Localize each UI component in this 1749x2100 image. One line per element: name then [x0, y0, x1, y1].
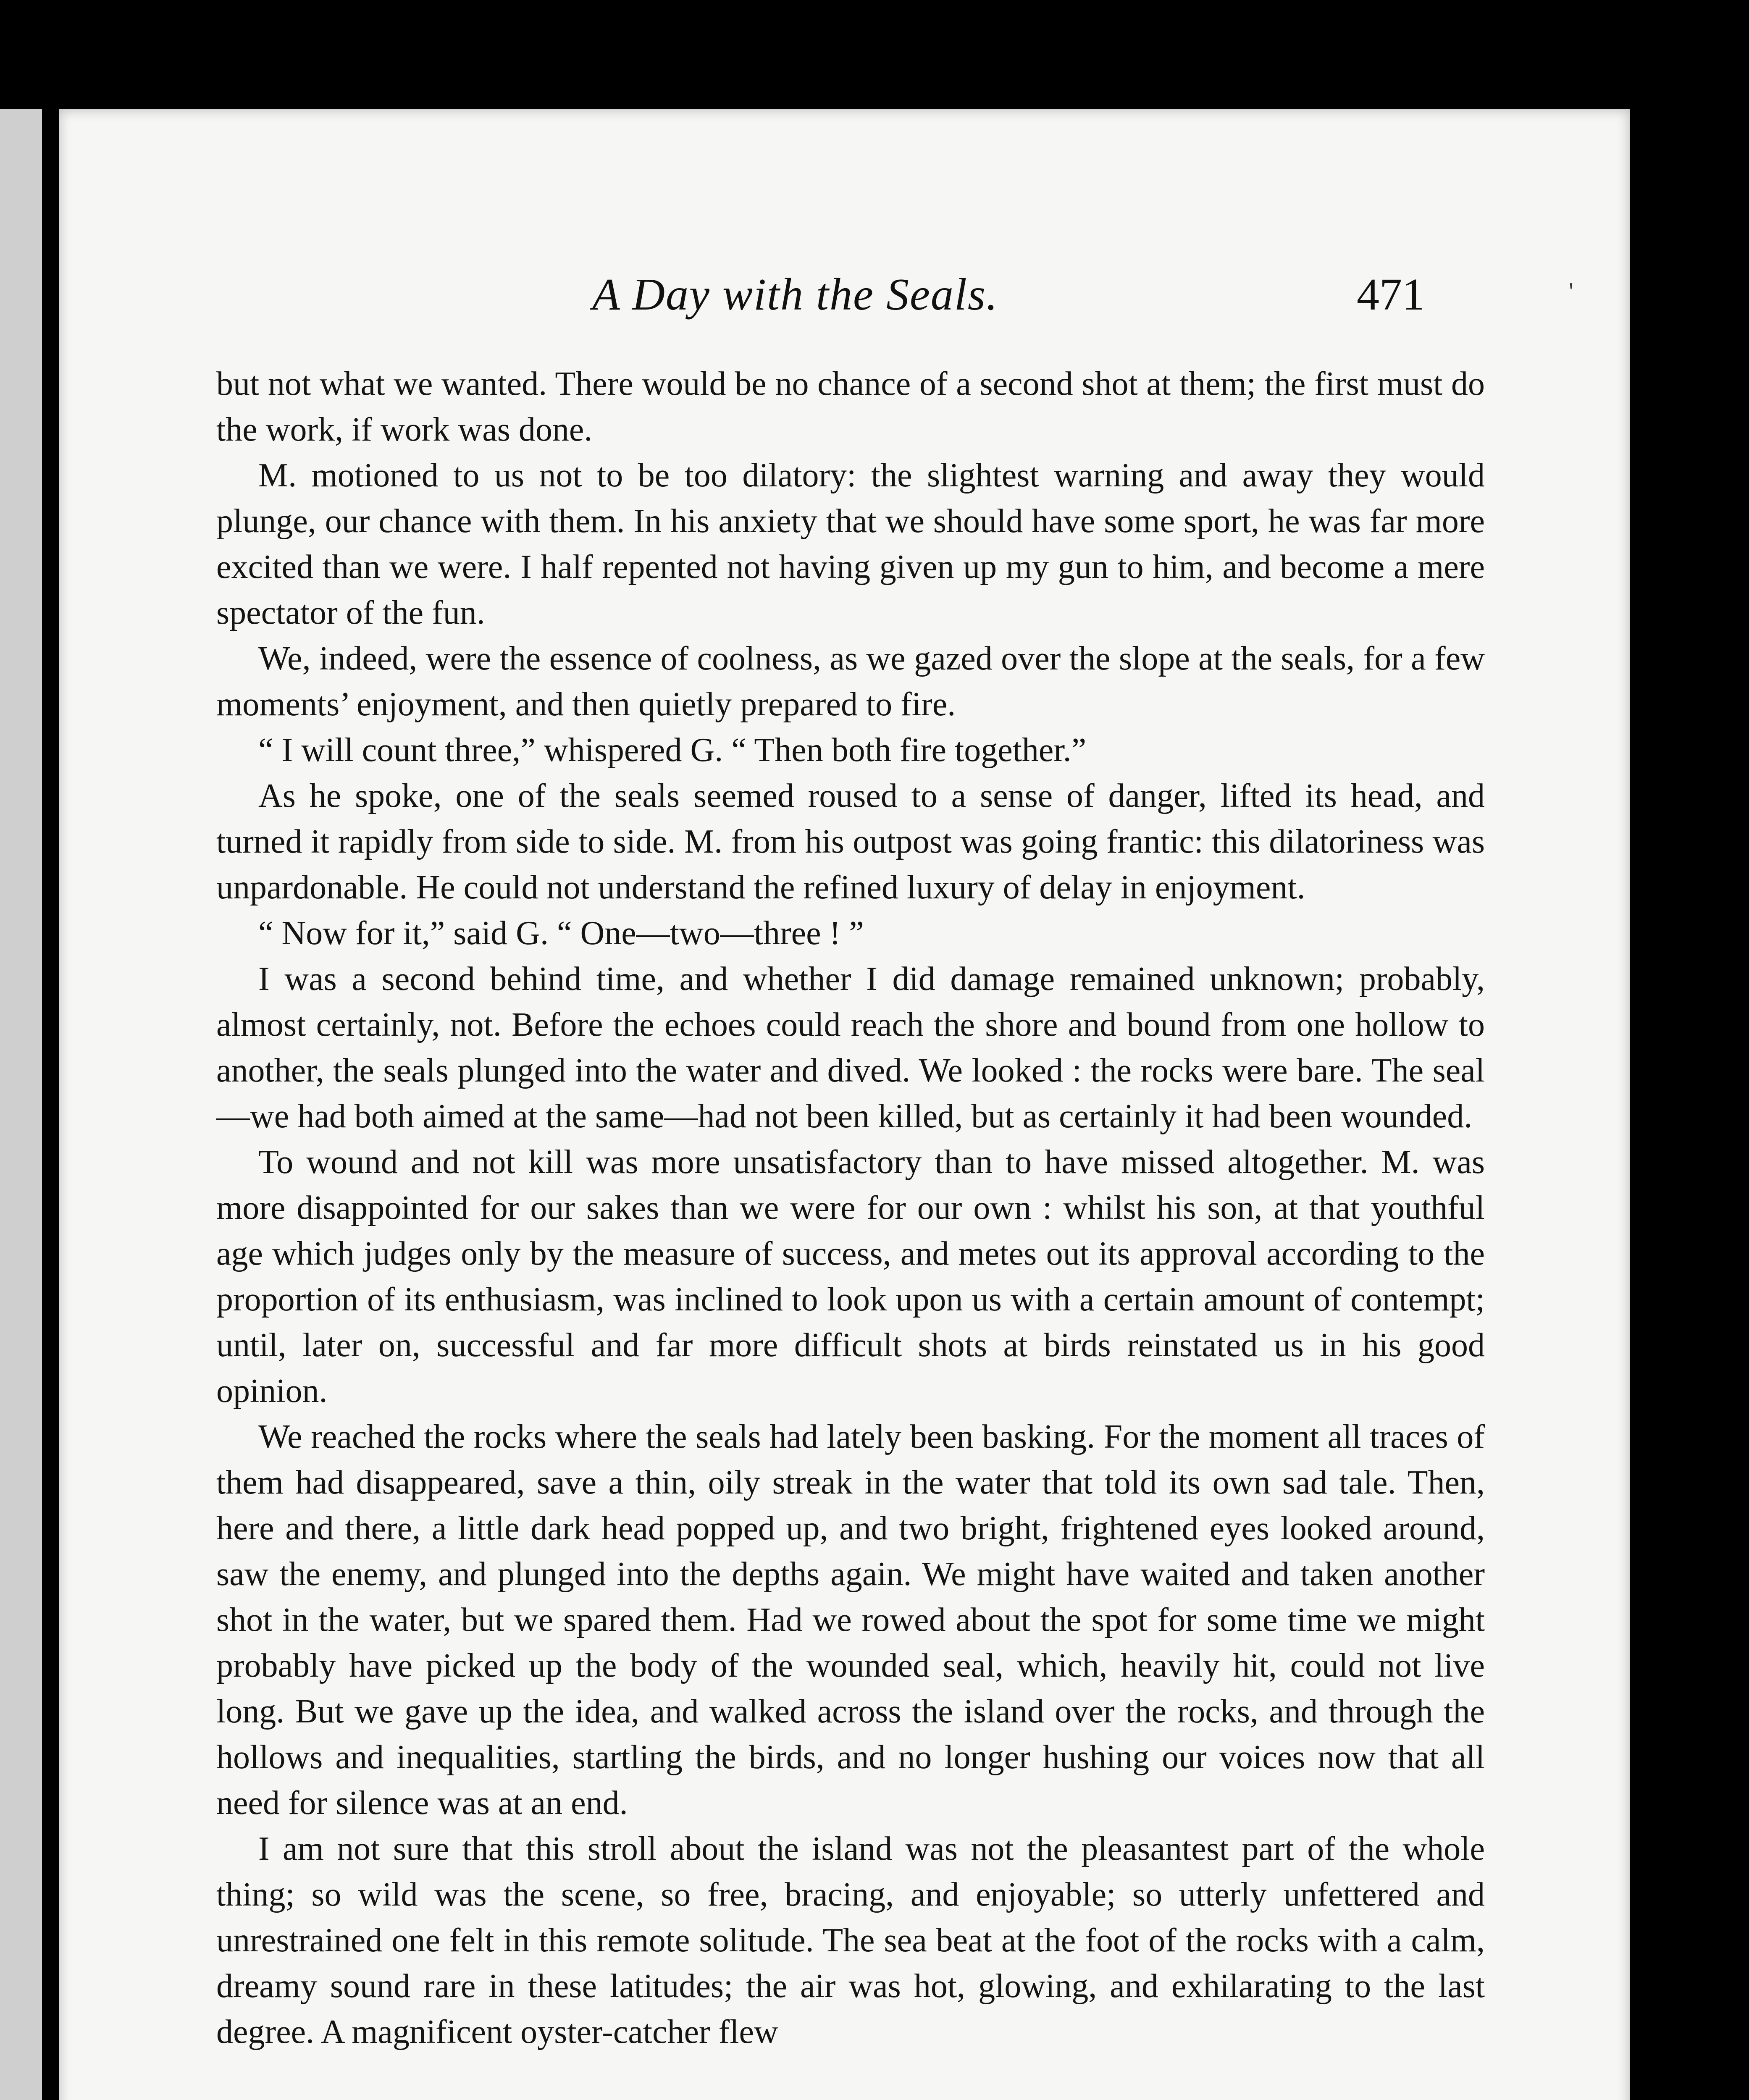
paragraph: but not what we wanted. There would be no chance of a second shot at them; the first must do the work, if work was done.: [216, 365, 1485, 448]
page-number: 471: [1357, 270, 1425, 320]
page-header: [59, 269, 1630, 340]
paragraph: I was a second behind time, and whether I did damage remained unknown; probably, almost certainly, not. Before the echoes could reach the shore and bound from one hollow to another, the seals plunged into the water and dived. We looked : the rocks were bare. The seal—we had both aimed at the same—had not been killed, but as certainly it had been wounded.: [216, 961, 1485, 1135]
paragraph: As he spoke, one of the seals seemed roused to a sense of danger, lifted its head, and turned it rapidly from side to side. M. from his outpost was going frantic: this dilatoriness was unpardonable. He could not understand the refined luxury of delay in enjoyment.: [216, 777, 1485, 906]
paragraph: We, indeed, were the essence of coolness, as we gazed over the slope at the seals, for a few moments’ enjoyment, and then quietly prepared to fire.: [216, 640, 1485, 723]
running-title: A Day with the Seals.: [592, 270, 998, 320]
paragraph: “ Now for it,” said G. “ One—two—three ! ”: [258, 915, 864, 952]
header-mark: ': [1569, 278, 1573, 305]
paragraph: “ I will count three,” whispered G. “ Then both fire together.”: [258, 732, 1087, 769]
paragraph: To wound and not kill was more unsatisfactory than to have missed altogether. M. was more disappointed for our sakes than we were for our own : whilst his son, at that youthful age which judges only by the measure of success, and metes out its approval according to the proportion of its enthusiasm, was inclined to look upon us with a certain amount of contempt; until, later on, successful and far more difficult shots at birds reinstated us in his good opinion.: [216, 1144, 1485, 1410]
paragraph: I am not sure that this stroll about the island was not the pleasantest part of the whole thing; so wild was the scene, so free, bracing, and enjoyable; so utterly unfettered and unrestrained one felt in this remote solitude. The sea beat at the foot of the rocks with a calm, dreamy sound rare in these latitudes; the air was hot, glowing, and exhilarating to the last degree. A magnificent oyster-catcher flew: [216, 1830, 1485, 2050]
paragraph: We reached the rocks where the seals had lately been basking. For the moment all traces of them had disappeared, save a thin, oily streak in the water that told its own sad tale. Then, here and there, a little dark head popped up, and two bright, frightened eyes looked around, saw the enemy, and plunged into the depths again. We might have waited and taken another shot in the water, but we spared them. Had we rowed about the spot for some time we might probably have picked up the body of the wounded seal, which, heavily hit, could not live long. But we gave up the idea, and walked across the island over the rocks, and through the hollows and inequalities, startling the birds, and no longer hushing our voices now that all need for silence was at an end.: [216, 1418, 1485, 1822]
paragraph: M. motioned to us not to be too dilatory: the slightest warning and away they would plunge, our chance with them. In his anxiety that we should have some sport, he was far more excited than we were. I half repented not having given up my gun to him, and become a mere spectator of the fun.: [216, 457, 1485, 631]
body-text: [216, 361, 1485, 2055]
book-page: [59, 109, 1630, 2100]
adjacent-page-edge: [0, 109, 42, 2100]
